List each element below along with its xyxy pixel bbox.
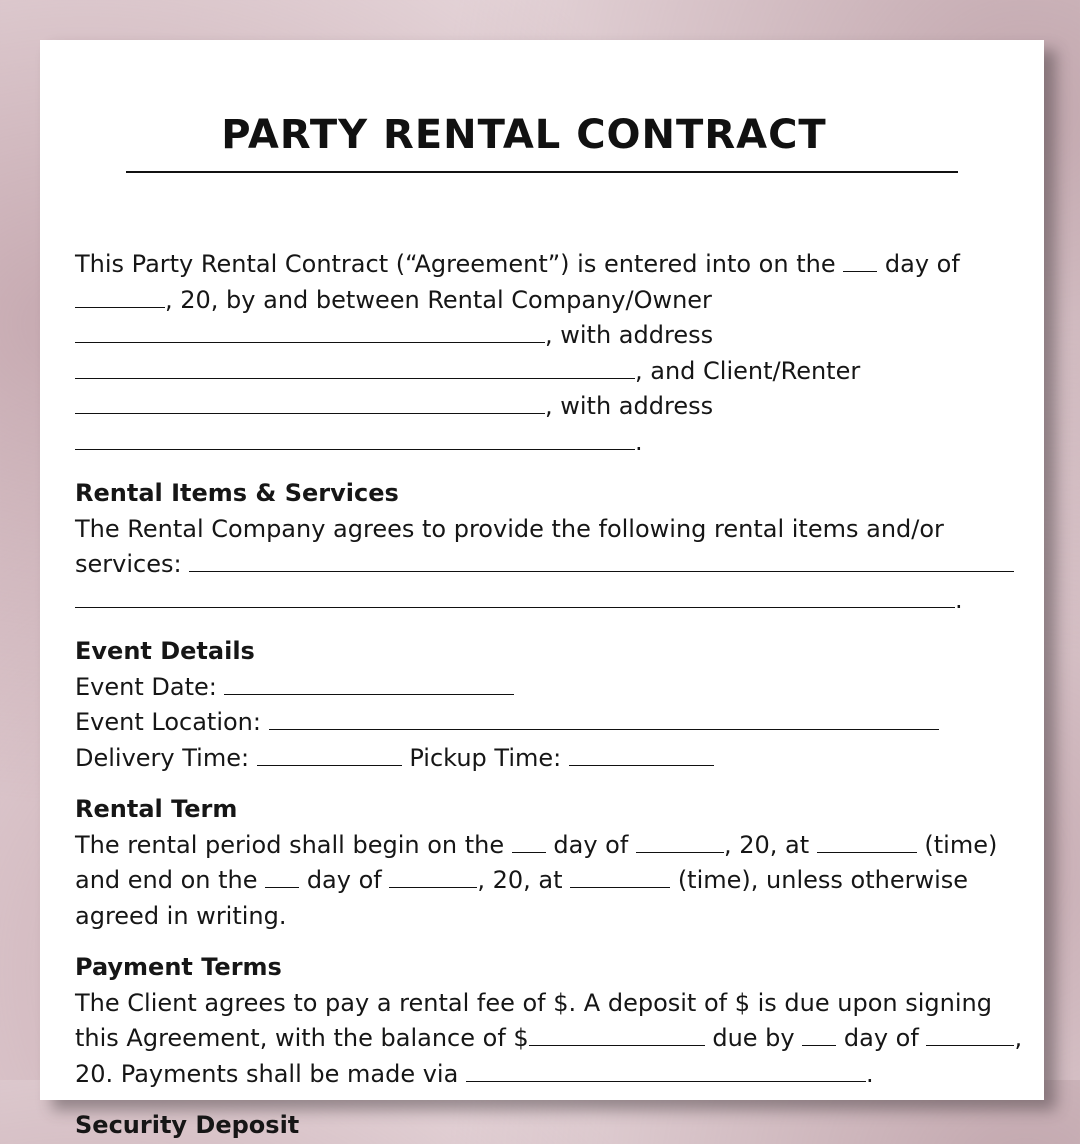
end-month-blank[interactable]	[389, 867, 477, 888]
due-month-blank[interactable]	[926, 1025, 1014, 1046]
event-location-blank[interactable]	[269, 709, 939, 730]
event-details-section: Event Details Event Date: Event Location: Delivery Time: Pickup Time:	[75, 634, 1015, 776]
balance-amount-blank[interactable]	[529, 1025, 705, 1046]
renter-address-blank[interactable]	[75, 429, 635, 450]
section-heading: Security Deposit	[75, 1111, 300, 1139]
document-page	[40, 40, 1044, 1139]
payment-method-blank[interactable]	[466, 1061, 866, 1082]
section-heading: Payment Terms	[75, 953, 282, 981]
end-day-blank[interactable]	[265, 867, 299, 888]
rental-items-section: Rental Items & Services The Rental Company agrees to provide the following rental items and/or services: .	[75, 476, 1015, 618]
month-blank[interactable]	[75, 287, 165, 308]
rental-items-blank[interactable]	[189, 551, 1014, 572]
owner-address-blank[interactable]	[75, 358, 635, 379]
rental-term-section: Rental Term The rental period shall begin on the day of , 20, at (time) and end on the day of , 20, at (time), unless otherwise agreed in writing.	[75, 792, 1015, 934]
start-day-blank[interactable]	[512, 832, 546, 853]
day-blank[interactable]	[843, 251, 877, 272]
pickup-time-blank[interactable]	[569, 745, 714, 766]
end-time-blank[interactable]	[570, 867, 670, 888]
delivery-time-blank[interactable]	[257, 745, 402, 766]
document-title: PARTY RENTAL CONTRACT	[221, 112, 827, 158]
payment-terms-section: Payment Terms The Client agrees to pay a rental fee of $. A deposit of $ is due upon signing this Agreement, with the balance of $ due by day of , 20. Payments shall be made via .	[75, 950, 1015, 1092]
section-heading: Rental Items & Services	[75, 479, 399, 507]
title-underline	[126, 171, 958, 173]
section-heading: Event Details	[75, 637, 255, 665]
start-month-blank[interactable]	[636, 832, 724, 853]
intro-paragraph: This Party Rental Contract (“Agreement”) is entered into on the day of , 20, by and between Rental Company/Owner , with address , and Client/Renter , with address .	[75, 250, 960, 456]
renter-name-blank[interactable]	[75, 393, 545, 414]
due-day-blank[interactable]	[802, 1025, 836, 1046]
event-date-blank[interactable]	[224, 674, 514, 695]
rental-items-blank-2[interactable]	[75, 587, 955, 608]
start-time-blank[interactable]	[817, 832, 917, 853]
section-heading: Rental Term	[75, 795, 238, 823]
security-deposit-section	[75, 1108, 1015, 1144]
owner-name-blank[interactable]	[75, 322, 545, 343]
